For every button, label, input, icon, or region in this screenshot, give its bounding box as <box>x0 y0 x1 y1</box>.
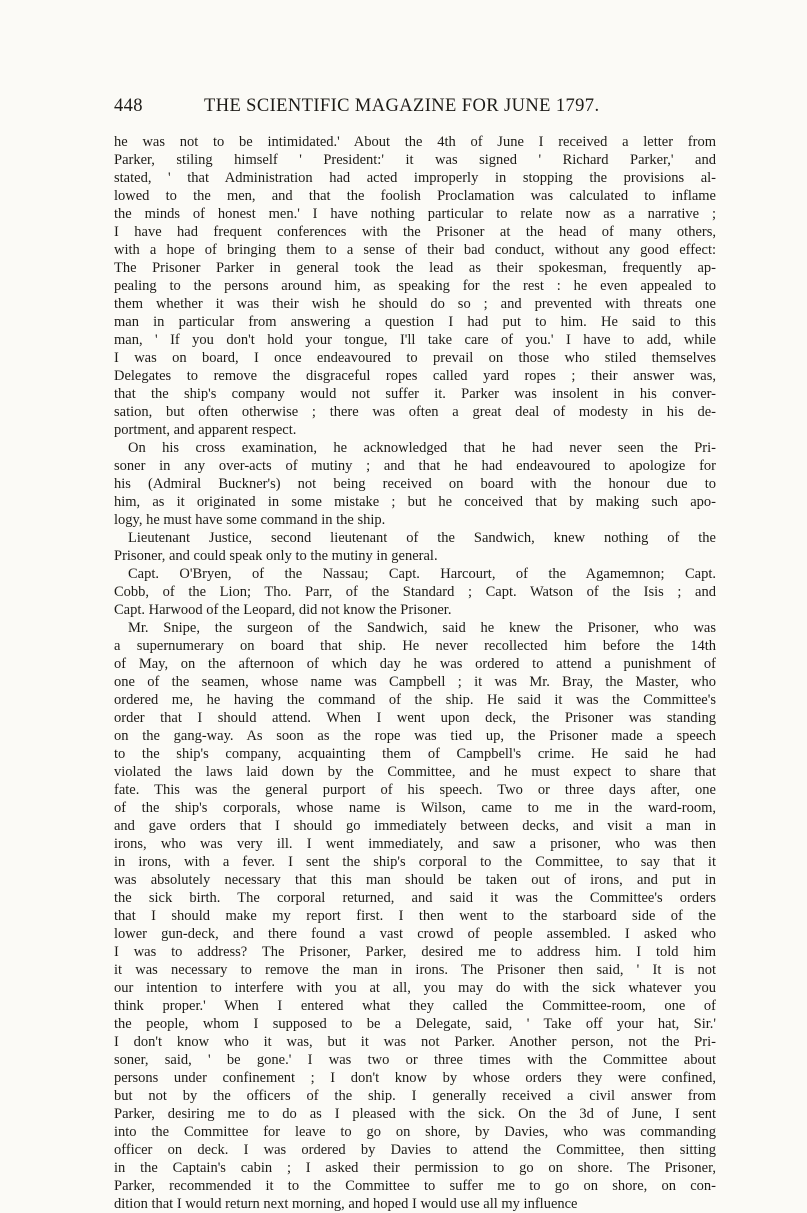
text-line: irons, who was very ill. I went immediately, and saw a prisoner, who was then <box>114 836 716 852</box>
text-line: and gave orders that I should go immediately between decks, and visit a man in <box>114 818 716 834</box>
text-line: them whether it was their wish he should do so ; and prevented with threats one <box>114 296 716 312</box>
text-line: lowed to the men, and that the foolish Proclamation was calculated to inflame <box>114 188 716 204</box>
text-line: Mr. Snipe, the surgeon of the Sandwich, said he knew the Prisoner, who was <box>128 620 716 636</box>
text-line: I was to address? The Prisoner, Parker, desired me to address him. I told him <box>114 944 716 960</box>
text-line: officer on deck. I was ordered by Davies to attend the Committee, then sitting <box>114 1142 716 1158</box>
article-body <box>114 133 716 1212</box>
text-line: to the ship's company, acquainting them of Campbell's crime. He said he had <box>114 746 716 762</box>
text-line: the sick birth. The corporal returned, and said it was the Committee's orders <box>114 890 716 906</box>
page-header <box>114 96 718 122</box>
page-number: 448 <box>114 96 143 116</box>
text-line: Cobb, of the Lion; Tho. Parr, of the Standard ; Capt. Watson of the Isis ; and <box>114 584 716 600</box>
text-line: portment, and apparent respect. <box>114 422 297 438</box>
text-line: violated the laws laid down by the Committee, and he must expect to share that <box>114 764 716 780</box>
text-line: man in particular from answering a question I had put to him. He said to this <box>114 314 716 330</box>
text-line: Prisoner, and could speak only to the mutiny in general. <box>114 548 438 564</box>
text-line: that the ship's company would not suffer it. Parker was insolent in his conver- <box>114 386 716 402</box>
text-line: in the Captain's cabin ; I asked their permission to go on shore. The Prisoner, <box>114 1160 716 1176</box>
text-line: Capt. O'Bryen, of the Nassau; Capt. Harcourt, of the Agamemnon; Capt. <box>128 566 716 582</box>
text-line: persons under confinement ; I don't know by whose orders they were confined, <box>114 1070 716 1086</box>
text-line: in irons, with a fever. I sent the ship's corporal to the Committee, to say that it <box>114 854 716 870</box>
text-line: Parker, stiling himself ' President:' it was signed ' Richard Parker,' and <box>114 152 716 168</box>
text-line: one of the seamen, whose name was Campbell ; it was Mr. Bray, the Master, who <box>114 674 716 690</box>
text-line: it was necessary to remove the man in irons. The Prisoner then said, ' It is not <box>114 962 716 978</box>
text-line: soner in any over-acts of mutiny ; and that he had endeavoured to apologize for <box>114 458 716 474</box>
text-line: The Prisoner Parker in general took the lead as their spokesman, frequently ap- <box>114 260 716 276</box>
text-line: our intention to interfere with you at all, you may do with the sick whatever you <box>114 980 716 996</box>
text-line: him, as it originated in some mistake ; but he conceived that by making such apo- <box>114 494 716 510</box>
text-line: he was not to be intimidated.' About the 4th of June I received a letter from <box>114 134 716 150</box>
text-line: the minds of honest men.' I have nothing particular to relate now as a narrative ; <box>114 206 716 222</box>
text-line: his (Admiral Buckner's) not being received on board with the honour due to <box>114 476 716 492</box>
text-line: I don't know who it was, but it was not Parker. Another person, not the Pri- <box>114 1034 716 1050</box>
text-line: with a hope of bringing them to a sense of their bad conduct, without any good effect: <box>114 242 716 258</box>
text-line: logy, he must have some command in the ship. <box>114 512 386 528</box>
text-line: fate. This was the general purport of his speech. Two or three days after, one <box>114 782 716 798</box>
text-line: I was on board, I once endeavoured to prevail on those who stiled themselves <box>114 350 716 366</box>
text-line: think proper.' When I entered what they called the Committee-room, one of <box>114 998 716 1014</box>
text-line: of the ship's corporals, whose name is Wilson, came to me in the ward-room, <box>114 800 716 816</box>
text-line: man, ' If you don't hold your tongue, I'll take care of you.' I have to add, while <box>114 332 716 348</box>
text-line: I have had frequent conferences with the Prisoner at the head of many others, <box>114 224 716 240</box>
text-line: a supernumerary on board that ship. He never recollected him before the 14th <box>114 638 716 654</box>
text-line: dition that I would return next morning, and hoped I would use all my influence <box>114 1196 578 1212</box>
text-line: Parker, recommended it to the Committee to suffer me to go on shore, on con- <box>114 1178 716 1194</box>
text-line: that I should make my report first. I then went to the starboard side of the <box>114 908 716 924</box>
text-line: of May, on the afternoon of which day he was ordered to attend a punishment of <box>114 656 716 672</box>
text-line: but not by the officers of the ship. I generally received a civil answer from <box>114 1088 716 1104</box>
text-line: the people, whom I supposed to be a Delegate, said, ' Take off your hat, Sir.' <box>114 1016 716 1032</box>
text-line: Capt. Harwood of the Leopard, did not know the Prisoner. <box>114 602 452 618</box>
text-line: Lieutenant Justice, second lieutenant of the Sandwich, knew nothing of the <box>128 530 716 546</box>
text-line: pealing to the persons around him, as speaking for the rest : he even appealed to <box>114 278 716 294</box>
text-line: Parker, desiring me to do as I pleased with the sick. On the 3d of June, I sent <box>114 1106 716 1122</box>
text-line: was absolutely necessary that this man should be taken out of irons, and put in <box>114 872 716 888</box>
running-title: THE SCIENTIFIC MAGAZINE FOR JUNE 1797. <box>204 96 600 116</box>
text-line: order that I should attend. When I went upon deck, the Prisoner was standing <box>114 710 716 726</box>
text-line: lower gun-deck, and there found a vast crowd of people assembled. I asked who <box>114 926 716 942</box>
text-line: on the gang-way. As soon as the rope was tied up, the Prisoner made a speech <box>114 728 716 744</box>
text-line: Delegates to remove the disgraceful ropes called yard ropes ; their answer was, <box>114 368 716 384</box>
text-line: soner, said, ' be gone.' I was two or three times with the Committee about <box>114 1052 716 1068</box>
text-line: On his cross examination, he acknowledged that he had never seen the Pri- <box>128 440 716 456</box>
text-line: sation, but often otherwise ; there was often a great deal of modesty in his de- <box>114 404 716 420</box>
text-line: stated, ' that Administration had acted improperly in stopping the provisions al- <box>114 170 716 186</box>
text-line: into the Committee for leave to go on shore, by Davies, who was commanding <box>114 1124 716 1140</box>
text-line: ordered me, he having the command of the ship. He said it was the Committee's <box>114 692 716 708</box>
